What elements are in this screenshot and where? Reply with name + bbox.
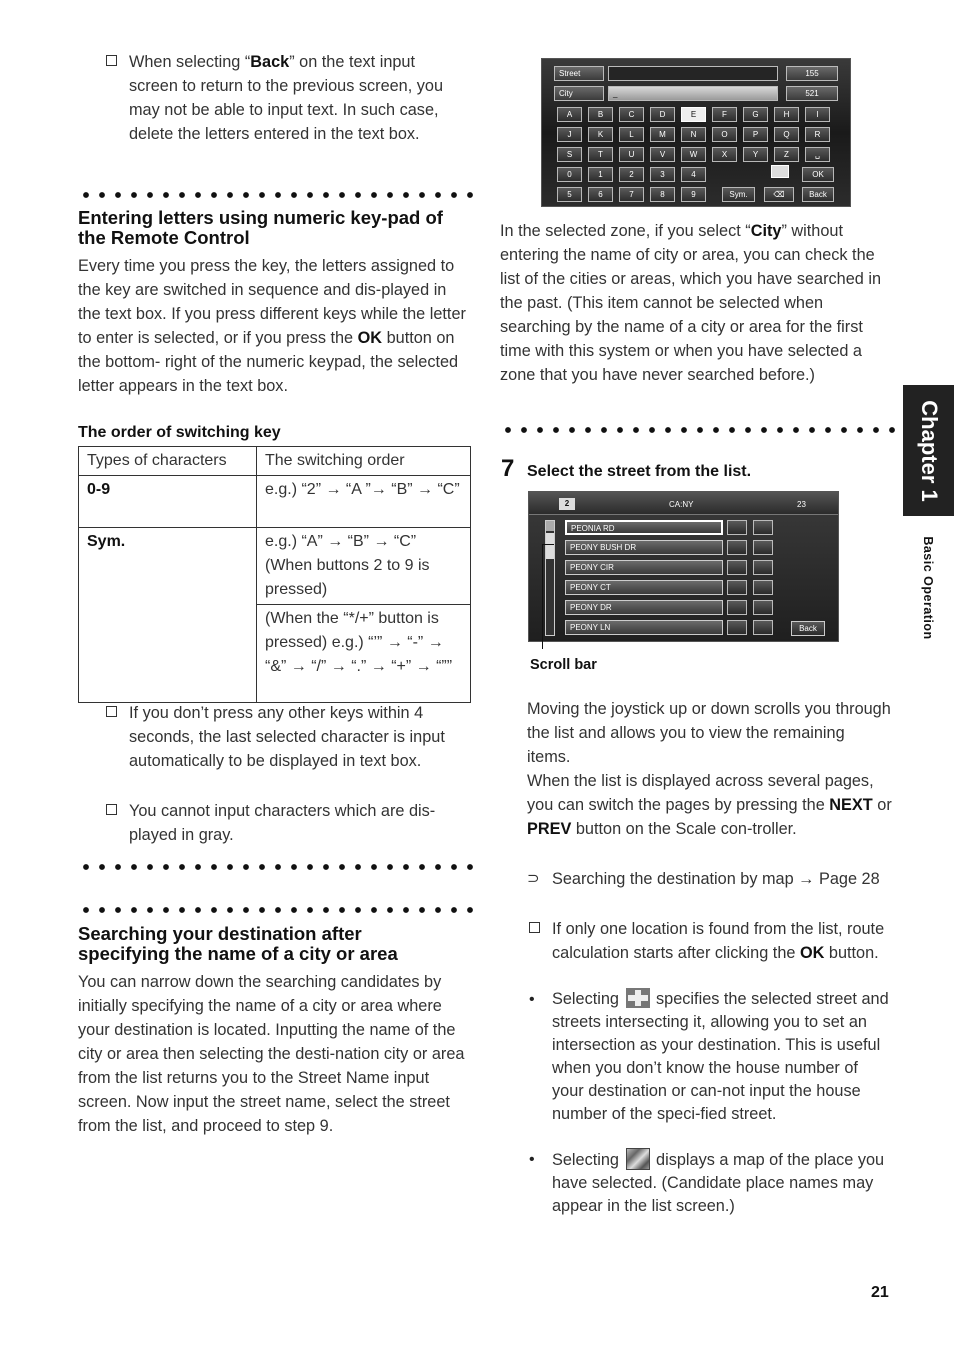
key-n[interactable]: N xyxy=(681,127,706,142)
section-heading-city-search: Searching your destination after specifying the name of a city or area xyxy=(78,923,398,964)
list-item[interactable]: PEONY CIR xyxy=(565,560,723,575)
callout-line xyxy=(542,544,554,545)
map-button-icon[interactable] xyxy=(753,580,773,595)
section-divider xyxy=(78,191,474,199)
section-divider xyxy=(500,426,896,434)
reference-note: ⊃ Searching the destination by map → Page 28 xyxy=(527,867,892,891)
intersection-button-icon[interactable] xyxy=(727,560,747,575)
key-f[interactable]: F xyxy=(712,107,737,122)
bullet-dot: • xyxy=(529,991,535,1008)
keyboard-input-screenshot xyxy=(541,58,851,207)
page-switch-paragraph: When the list is displayed across several pages, you can switch the pages by pressing the NEXT or PREV button on the Scale con-troller. xyxy=(527,772,892,838)
key-u[interactable]: U xyxy=(619,147,644,162)
key-w[interactable]: W xyxy=(681,147,706,162)
table-title: The order of switching key xyxy=(78,424,281,441)
table-cell-type: 0-9 xyxy=(79,476,257,528)
list-item[interactable]: PEONIA RD xyxy=(565,520,723,535)
street-label[interactable]: Street xyxy=(554,66,604,81)
key-o[interactable]: O xyxy=(712,127,737,142)
key-h[interactable]: H xyxy=(774,107,799,122)
key-3[interactable]: 3 xyxy=(650,167,675,182)
key-symbol[interactable]: ⌫ xyxy=(764,187,794,202)
checkbox-bullet-icon xyxy=(106,55,117,66)
key-e[interactable]: E xyxy=(681,107,706,122)
scroll-up-arrow-icon[interactable] xyxy=(546,521,554,531)
intersection-button-icon[interactable] xyxy=(727,620,747,635)
list-item[interactable]: PEONY BUSH DR xyxy=(565,540,723,555)
table-header-cell: The switching order xyxy=(257,447,471,476)
key-symbol[interactable]: ␣ xyxy=(805,147,830,162)
step-instruction: Select the street from the list. xyxy=(527,463,752,480)
intersection-icon xyxy=(626,988,650,1008)
key-x[interactable]: X xyxy=(712,147,737,162)
checkbox-bullet-icon xyxy=(529,922,540,933)
key-t[interactable]: T xyxy=(588,147,613,162)
list-item[interactable]: PEONY LN xyxy=(565,620,723,635)
key-d[interactable]: D xyxy=(650,107,675,122)
bullet-dot: • xyxy=(529,1151,535,1168)
city-input[interactable]: _ xyxy=(608,86,778,101)
bullet-intersection: • Selecting specifies the selected street and streets intersecting it, allowing you to set an intersection as your destination. This is useful when you don’t know the house number of your destination or can-not input the house number of the speci-fied street. xyxy=(529,990,889,1123)
city-label[interactable]: City xyxy=(554,86,604,101)
switching-order-table xyxy=(78,446,471,703)
reference-arrow-icon: ⊃ xyxy=(527,870,540,887)
key-back[interactable]: Back xyxy=(802,187,834,202)
city-selection-paragraph: In the selected zone, if you select “City” without entering the name of city or area, you can check the list of the cities or areas, which you have searched in the past. (This item cannot be selected when searching by the name of a city or area for the first time with this system or when you have selected a zone that you have never searched before.) xyxy=(500,222,881,384)
key-0[interactable]: 0 xyxy=(557,167,582,182)
key-k[interactable]: K xyxy=(588,127,613,142)
table-header-row xyxy=(79,447,471,476)
checkbox-bullet-icon xyxy=(106,804,117,815)
key-6[interactable]: 6 xyxy=(588,187,613,202)
map-button-icon[interactable] xyxy=(753,600,773,615)
scroll-bar-label: Scroll bar xyxy=(530,657,597,673)
intersection-button-icon[interactable] xyxy=(727,600,747,615)
key-s[interactable]: S xyxy=(557,147,582,162)
list-item[interactable]: PEONY CT xyxy=(565,580,723,595)
numeric-keypad-paragraph: Every time you press the key, the letters assigned to the key are switched in sequence and dis-played in the text box. If you press different keys while the letter to enter is selected, or if you press the OK button on the bottom- right of the numeric keypad, the selected letter appears in the text box. xyxy=(78,257,466,395)
chapter-label: Chapter 1 xyxy=(916,399,942,502)
intersection-button-icon[interactable] xyxy=(727,580,747,595)
table-row xyxy=(79,528,471,605)
key-b[interactable]: B xyxy=(588,107,613,122)
map-button-icon[interactable] xyxy=(753,520,773,535)
list-back-button[interactable]: Back xyxy=(791,621,825,636)
checkbox-bullet-icon xyxy=(106,706,117,717)
map-icon xyxy=(626,1148,650,1170)
map-button-icon[interactable] xyxy=(753,540,773,555)
list-count: 23 xyxy=(797,500,806,509)
bullet-map: • Selecting displays a map of the place you have selected. (Candidate place names may appear in the list screen.) xyxy=(527,1148,892,1218)
table-row xyxy=(79,476,471,528)
list-item[interactable]: PEONY DR xyxy=(565,600,723,615)
callout-line xyxy=(542,544,543,649)
table-cell-type: Sym. xyxy=(79,528,257,703)
table-cell-order: (When the “*/+” button is pressed) e.g.) “’” → “-” → “&” → “/” → “.” → “+” → “”” xyxy=(257,605,471,703)
section-heading-numeric-keypad: Entering letters using numeric key-pad of the Remote Control xyxy=(78,207,443,248)
key-5[interactable]: 5 xyxy=(557,187,582,202)
note-back-button: When selecting “Back” on the text input screen to return to the previous screen, you may not be able to input text. In such case, delete the letters entered in the text box. xyxy=(104,50,464,146)
key-j[interactable]: J xyxy=(557,127,582,142)
key-a[interactable]: A xyxy=(557,107,582,122)
key-m[interactable]: M xyxy=(650,127,675,142)
page-number: 21 xyxy=(871,1284,889,1301)
note-auto-input: If you don’t press any other keys within 4 seconds, the last selected character is input automatically to be displayed in text box. xyxy=(104,701,470,773)
mode-badge-icon xyxy=(771,165,789,178)
section-divider xyxy=(78,906,474,914)
chapter-tab xyxy=(903,385,954,516)
key-sym[interactable]: Sym. xyxy=(722,187,755,202)
map-button-icon[interactable] xyxy=(753,560,773,575)
key-8[interactable]: 8 xyxy=(650,187,675,202)
key-l[interactable]: L xyxy=(619,127,644,142)
list-tab-icon[interactable]: 2 xyxy=(559,498,575,510)
key-9[interactable]: 9 xyxy=(681,187,706,202)
key-z[interactable]: Z xyxy=(774,147,799,162)
key-2[interactable]: 2 xyxy=(619,167,644,182)
intersection-button-icon[interactable] xyxy=(727,540,747,555)
city-count: 521 xyxy=(786,86,838,101)
map-button-icon[interactable] xyxy=(753,620,773,635)
key-7[interactable]: 7 xyxy=(619,187,644,202)
key-y[interactable]: Y xyxy=(743,147,768,162)
list-city: CA:NY xyxy=(669,500,694,509)
key-q[interactable]: Q xyxy=(774,127,799,142)
city-search-paragraph: You can narrow down the searching candidates by initially specifying the name of a city or area where your destination is located. Inputting the name of the city or area then selecting the desti-nation city or area from the list returns you to the Street Name input screen. Now input the street name, select the street from the list, and proceed to step 9. xyxy=(78,973,465,1135)
note-single-location: If only one location is found from the list, route calculation starts after clicking the OK button. xyxy=(527,917,892,965)
intersection-button-icon[interactable] xyxy=(727,520,747,535)
table-cell-order: e.g.) “2” → “A ”→ “B” → “C” xyxy=(257,476,471,528)
step-number: 7 xyxy=(501,455,515,482)
street-input[interactable] xyxy=(608,66,778,81)
key-c[interactable]: C xyxy=(619,107,644,122)
note-gray-characters: You cannot input characters which are dis-played in gray. xyxy=(104,799,470,847)
table-cell-order: e.g.) “A” → “B” → “C” (When buttons 2 to 9 is pressed) xyxy=(257,528,471,605)
key-ok[interactable]: OK xyxy=(802,167,834,182)
key-i[interactable]: I xyxy=(805,107,830,122)
joystick-paragraph: Moving the joystick up or down scrolls you through the list and allows you to view the remaining items. xyxy=(527,700,891,766)
key-p[interactable]: P xyxy=(743,127,768,142)
table-header-cell: Types of characters xyxy=(79,447,257,476)
scroll-thumb[interactable] xyxy=(546,533,554,559)
street-count: 155 xyxy=(786,66,838,81)
key-4[interactable]: 4 xyxy=(681,167,706,182)
list-scrollbar[interactable] xyxy=(545,520,555,636)
key-r[interactable]: R xyxy=(805,127,830,142)
key-v[interactable]: V xyxy=(650,147,675,162)
key-g[interactable]: G xyxy=(743,107,768,122)
street-list-screenshot xyxy=(528,491,839,642)
key-1[interactable]: 1 xyxy=(588,167,613,182)
section-divider xyxy=(78,863,474,871)
section-side-label: Basic Operation xyxy=(921,536,935,640)
